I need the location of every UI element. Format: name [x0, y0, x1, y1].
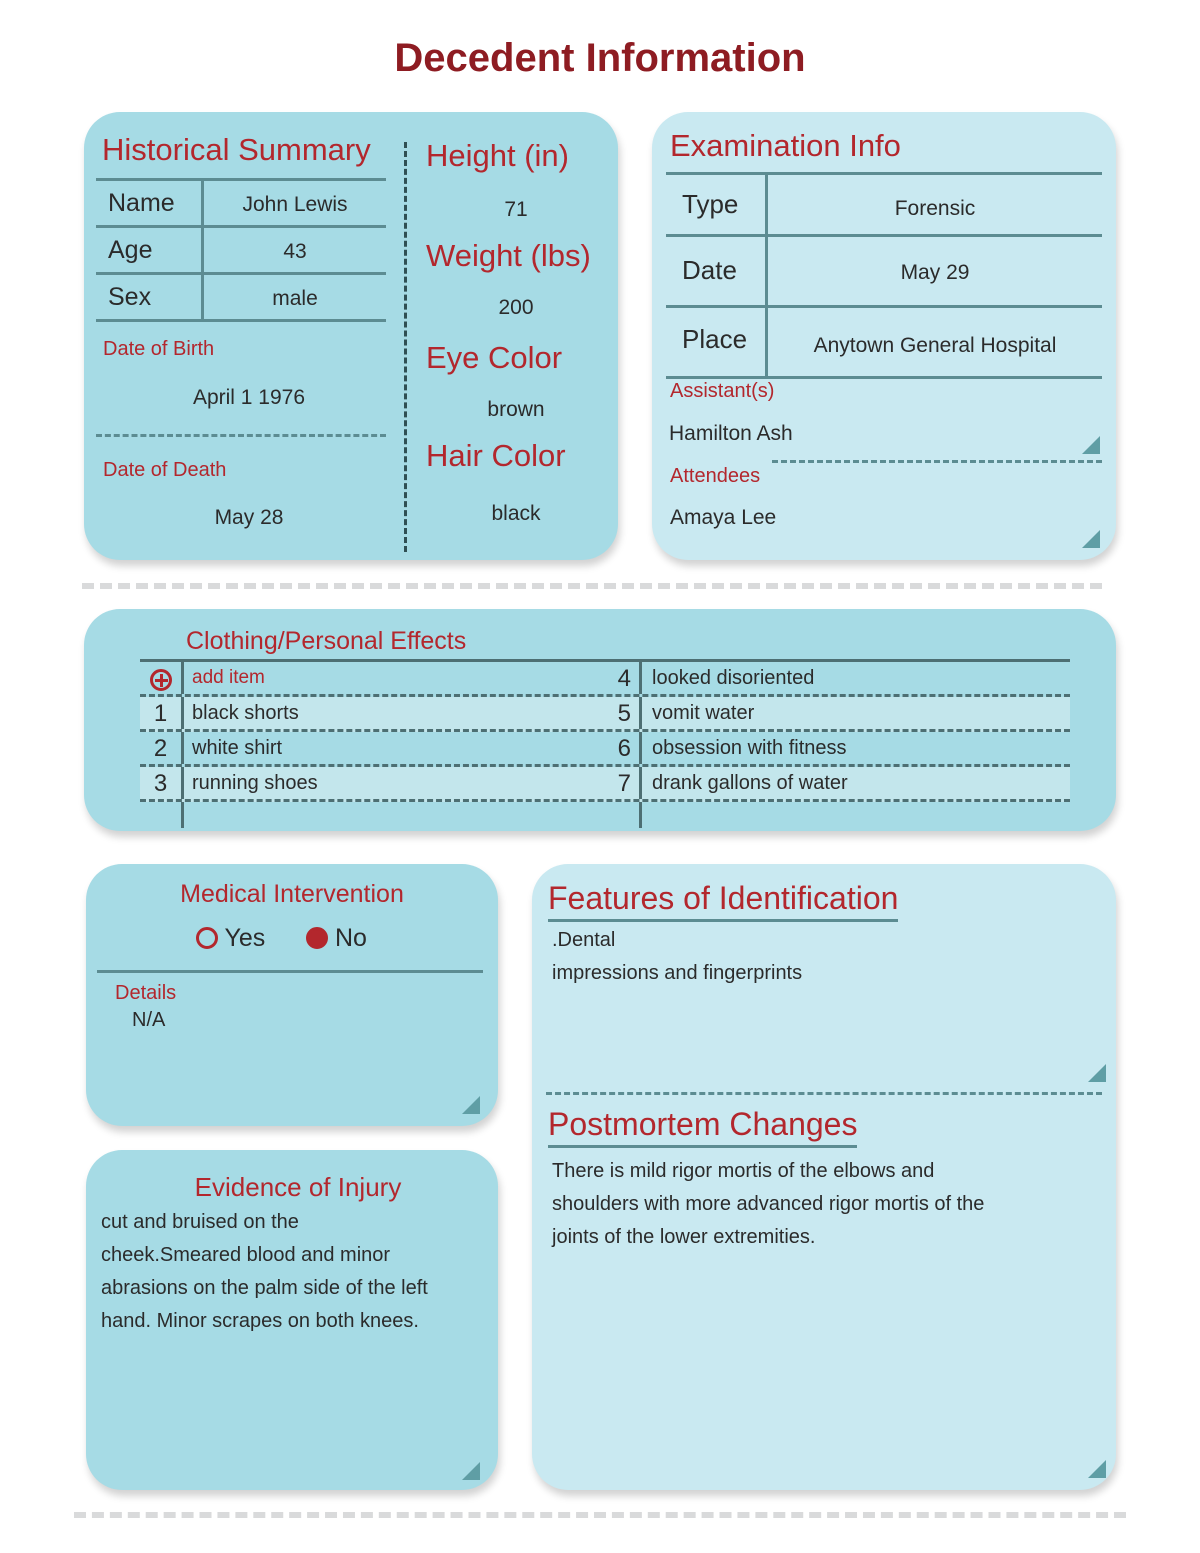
table-row — [96, 181, 386, 228]
attendees-label: Attendees — [670, 465, 761, 487]
type-field[interactable]: Forensic — [894, 197, 976, 220]
radio-empty-icon — [196, 927, 218, 949]
evidence-of-injury-title: Evidence of Injury — [194, 1172, 402, 1202]
table-row — [666, 237, 1102, 308]
weight-label: Weight (lbs) — [426, 238, 591, 273]
historical-summary-card — [84, 112, 618, 560]
no-label: No — [334, 924, 367, 952]
hair-color-label: Hair Color — [426, 438, 566, 473]
attendees-field[interactable]: Amaya Lee — [670, 506, 777, 529]
item-number: 3 — [140, 767, 184, 799]
assistants-field[interactable]: Hamilton Ash — [669, 422, 793, 445]
radio-filled-icon — [306, 927, 328, 949]
height-label: Height (in) — [426, 138, 569, 173]
text-line: joints of the lower extremities. — [552, 1226, 816, 1248]
item-text[interactable]: black shorts — [192, 702, 299, 724]
assistants-label: Assistant(s) — [670, 380, 775, 402]
dob-field[interactable]: April 1 1976 — [192, 386, 306, 409]
table-row — [666, 175, 1102, 237]
item-number: 7 — [588, 767, 642, 799]
dob-divider — [96, 434, 386, 437]
features-text[interactable] — [552, 924, 802, 990]
hair-color-field[interactable]: black — [491, 502, 541, 525]
list-item — [140, 662, 1070, 697]
item-text[interactable]: white shirt — [192, 737, 283, 759]
resize-handle-icon[interactable] — [1082, 436, 1100, 454]
resize-handle-icon[interactable] — [1088, 1460, 1106, 1478]
evidence-of-injury-card — [86, 1150, 498, 1490]
sex-label: Sex — [96, 275, 204, 319]
resize-handle-icon[interactable] — [1082, 530, 1100, 548]
postmortem-changes-title: Postmortem Changes — [548, 1106, 857, 1148]
place-field[interactable]: Anytown General Hospital — [813, 334, 1057, 357]
clothing-card — [84, 609, 1116, 831]
weight-field[interactable]: 200 — [498, 296, 534, 319]
yes-label: Yes — [224, 924, 266, 952]
historical-table — [96, 178, 386, 322]
section-divider — [74, 1512, 1126, 1518]
details-label: Details — [115, 982, 177, 1004]
text-line: .Dental — [552, 929, 616, 951]
list-item — [140, 732, 1070, 767]
item-number: 4 — [588, 662, 642, 694]
column-divider — [404, 142, 407, 552]
text-line: abrasions on the palm side of the left — [101, 1277, 428, 1299]
text-line: cheek.Smeared blood and minor — [101, 1244, 391, 1266]
details-field[interactable]: N/A — [132, 1009, 166, 1031]
sex-field[interactable]: male — [272, 287, 318, 310]
list-item — [140, 697, 1070, 732]
list-item — [140, 767, 1070, 802]
no-radio[interactable] — [306, 924, 367, 953]
eye-color-label: Eye Color — [426, 340, 563, 375]
item-text[interactable]: drank gallons of water — [652, 772, 848, 794]
features-of-identification-title: Features of Identification — [548, 880, 898, 922]
section-divider — [82, 583, 1102, 589]
table-row — [96, 228, 386, 275]
date-label: Date — [666, 237, 768, 305]
name-label: Name — [96, 181, 204, 225]
medical-intervention-title: Medical Intervention — [180, 880, 404, 908]
add-circle-icon — [150, 669, 172, 691]
item-number: 1 — [140, 697, 184, 729]
item-text[interactable]: looked disoriented — [652, 667, 815, 689]
place-label: Place — [666, 308, 768, 376]
name-field[interactable]: John Lewis — [242, 193, 348, 216]
add-item-label[interactable]: add item — [192, 667, 265, 688]
medical-divider — [97, 970, 483, 973]
height-field[interactable]: 71 — [504, 198, 528, 221]
item-text[interactable]: obsession with fitness — [652, 737, 847, 759]
clothing-title: Clothing/Personal Effects — [186, 627, 467, 655]
dod-field[interactable]: May 28 — [214, 506, 284, 529]
add-item-button[interactable] — [140, 662, 184, 694]
text-line: cut and bruised on the — [101, 1211, 299, 1233]
table-row — [666, 308, 1102, 379]
age-field[interactable]: 43 — [283, 240, 307, 263]
resize-handle-icon[interactable] — [1088, 1064, 1106, 1082]
features-divider — [546, 1092, 1102, 1095]
medical-intervention-card — [86, 864, 498, 1126]
text-line: There is mild rigor mortis of the elbows and — [552, 1160, 935, 1182]
postmortem-text[interactable] — [552, 1155, 984, 1254]
empty-cell — [140, 802, 184, 828]
features-postmortem-card — [532, 864, 1116, 1490]
item-number: 6 — [588, 732, 642, 764]
eye-color-field[interactable]: brown — [487, 398, 545, 421]
dod-label: Date of Death — [103, 459, 227, 481]
age-label: Age — [96, 228, 204, 272]
item-text[interactable]: vomit water — [652, 702, 755, 724]
text-line: impressions and fingerprints — [552, 962, 803, 984]
assistants-divider — [772, 460, 1102, 463]
item-text[interactable]: running shoes — [192, 772, 318, 794]
examination-table — [666, 172, 1102, 379]
yes-radio[interactable] — [196, 924, 265, 953]
clothing-grid — [140, 659, 1070, 828]
text-line: hand. Minor scrapes on both knees. — [101, 1310, 419, 1332]
historical-summary-title: Historical Summary — [102, 132, 371, 167]
text-line: shoulders with more advanced rigor mortis of the — [552, 1193, 985, 1215]
resize-handle-icon[interactable] — [462, 1096, 480, 1114]
dob-label: Date of Birth — [103, 338, 215, 360]
examination-info-card — [652, 112, 1116, 560]
examination-info-title: Examination Info — [670, 128, 901, 163]
list-item-empty[interactable] — [140, 802, 1070, 828]
resize-handle-icon[interactable] — [462, 1462, 480, 1480]
table-row — [96, 275, 386, 322]
page-title: Decedent Information — [394, 36, 806, 80]
type-label: Type — [666, 175, 768, 234]
date-field[interactable]: May 29 — [900, 261, 970, 284]
item-number: 2 — [140, 732, 184, 764]
empty-cell — [184, 802, 642, 828]
item-number: 5 — [588, 697, 642, 729]
injury-text[interactable] — [101, 1206, 428, 1338]
